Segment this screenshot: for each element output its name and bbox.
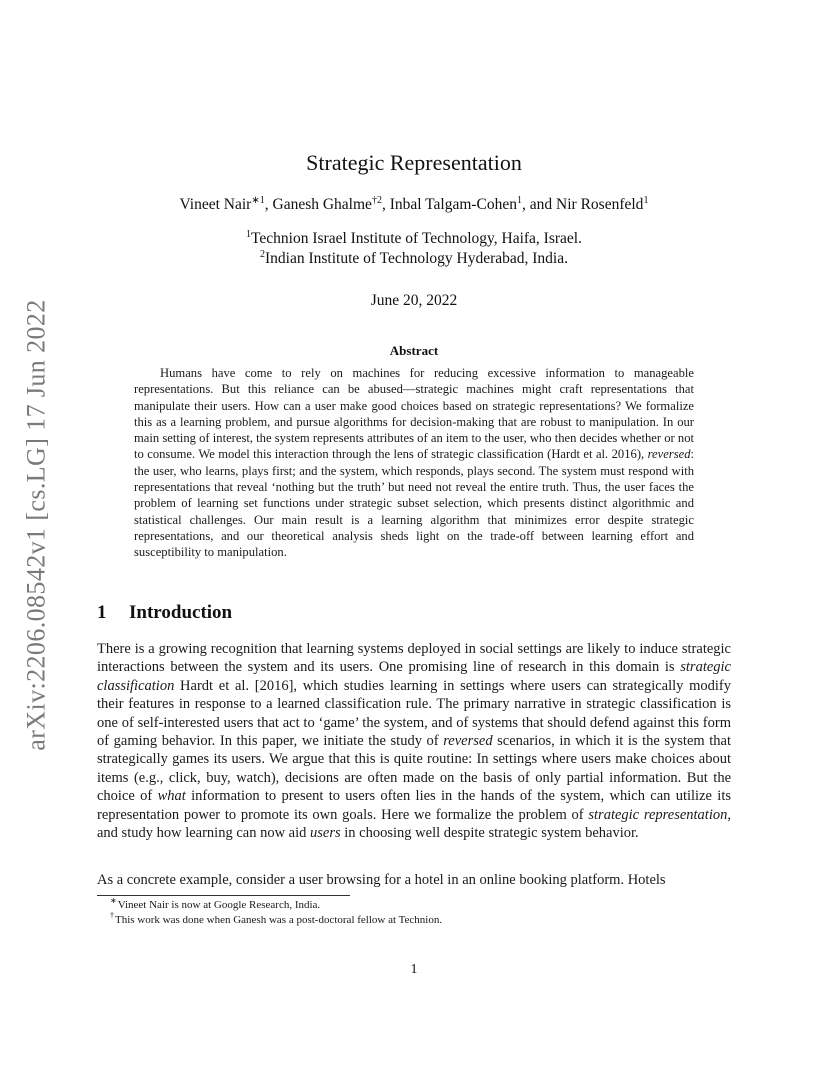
intro-paragraph: As a concrete example, consider a user browsing for a hotel in an online booking platform. Hotels: [97, 872, 666, 888]
author-separator: , and: [522, 196, 557, 213]
section-heading: [97, 602, 232, 624]
arxiv-identifier-text: arXiv:2206.08542v1 [cs.LG] 17 Jun 2022: [22, 299, 51, 751]
author-mark: 1: [517, 194, 523, 206]
author-name: Inbal Talgam-Cohen: [389, 196, 518, 213]
paragraph-emphasis: strategic representation: [588, 806, 728, 823]
paragraph-emphasis: strategic classification: [97, 659, 731, 694]
footnote-mark: ∗: [110, 896, 117, 906]
affiliation-mark: 1: [246, 228, 252, 240]
paragraph-segment: , and study how learning can now aid: [97, 806, 731, 842]
abstract-heading: Abstract: [389, 343, 439, 358]
author-name: Vineet Nair: [179, 196, 252, 213]
author-separator: ,: [264, 196, 273, 213]
page-number: 1: [410, 962, 418, 977]
intro-paragraph: [97, 640, 731, 842]
author-name: Nir Rosenfeld: [556, 196, 644, 213]
paragraph-segment: Hardt et al. [2016], which studies learning in settings where users can strategically modify their features in response to a learned classification rule. The primary narrative in strategic classification is one of self-interested users that act to ‘game’ the system, and of systems that should defend against this form of gaming behavior. In this paper, we initiate the study of: [97, 677, 731, 750]
footnote-rule: [97, 895, 350, 896]
section-number: 1: [97, 602, 107, 623]
abstract-text: [134, 365, 694, 561]
affiliation-text: Indian Institute of Technology Hyderabad, India.: [265, 250, 568, 267]
paper-title: Strategic Representation: [306, 150, 522, 175]
author-name: Ganesh Ghalme: [272, 196, 372, 213]
abstract-emphasis: reversed: [647, 447, 691, 462]
affiliation: [0, 250, 828, 268]
author-mark: †2: [371, 194, 382, 206]
footnote: [110, 896, 321, 911]
paragraph-emphasis: reversed: [443, 733, 493, 750]
paragraph-segment: in choosing well despite strategic system behavior.: [340, 825, 639, 842]
author-list: [0, 196, 828, 214]
paragraph-segment: information to present to users often lies in the hands of the system, which can utilize its representation power to promote its own goals. Here we formalize the problem of: [97, 788, 731, 823]
footnote-text: This work was done when Ganesh was a post-doctoral fellow at Technion.: [115, 914, 443, 926]
paper-date: June 20, 2022: [370, 292, 458, 309]
paragraph-segment: scenarios, in which it is the system that strategically games its users. We argue that this is quite routine: In settings where users make choices about items (e.g., click, buy, watch), decisions are often made on the basis of only partial information. But the choice of: [97, 733, 731, 805]
paragraph-segment: There is a growing recognition that learning systems deployed in social settings are likely to induce strategic interactions between the system and its users. One promising line of research in this domain is: [97, 641, 731, 676]
footnote-text: Vineet Nair is now at Google Research, India.: [117, 899, 321, 911]
affiliation-text: Technion Israel Institute of Technology, Haifa, Israel.: [251, 230, 582, 247]
footnote-mark: †: [110, 911, 114, 921]
abstract-segment: : the user, who learns, plays first; and the system, which responds, plays second. The system must respond with representations that reveal ‘nothing but the truth’ but need not reveal the entire truth. Thus, the user faces the problem of learning set functions under strategic subset selection, which presents distinct algorithmic and statistical challenges. Our main result is a learning algorithm that minimizes error despite strategic representations, and our theoretical analysis sheds light on the trade-off between learning effort and susceptibility to manipulation.: [134, 447, 694, 560]
author-mark: 1: [643, 194, 649, 206]
affiliation-mark: 2: [260, 248, 266, 260]
paragraph-emphasis: users: [310, 825, 341, 842]
author-mark: ∗1: [251, 194, 265, 206]
section-title: Introduction: [129, 602, 233, 623]
abstract-segment: Humans have come to rely on machines for reducing excessive information to manageable representations. But this reliance can be abused—strategic machines might craft representations that manipulate their users. How can a user make good choices based on strategic representations? We formalize this as a learning problem, and pursue algorithms for decision-making that are robust to manipulation. In our main setting of interest, the system represents attributes of an item to the user, who then decides whether or not to consume. We model this interaction through the lens of strategic classification (Hardt et al. 2016),: [134, 366, 694, 462]
affiliation: [0, 230, 828, 248]
paragraph-emphasis: what: [157, 788, 186, 805]
footnote: [110, 911, 443, 926]
author-separator: ,: [381, 196, 390, 213]
